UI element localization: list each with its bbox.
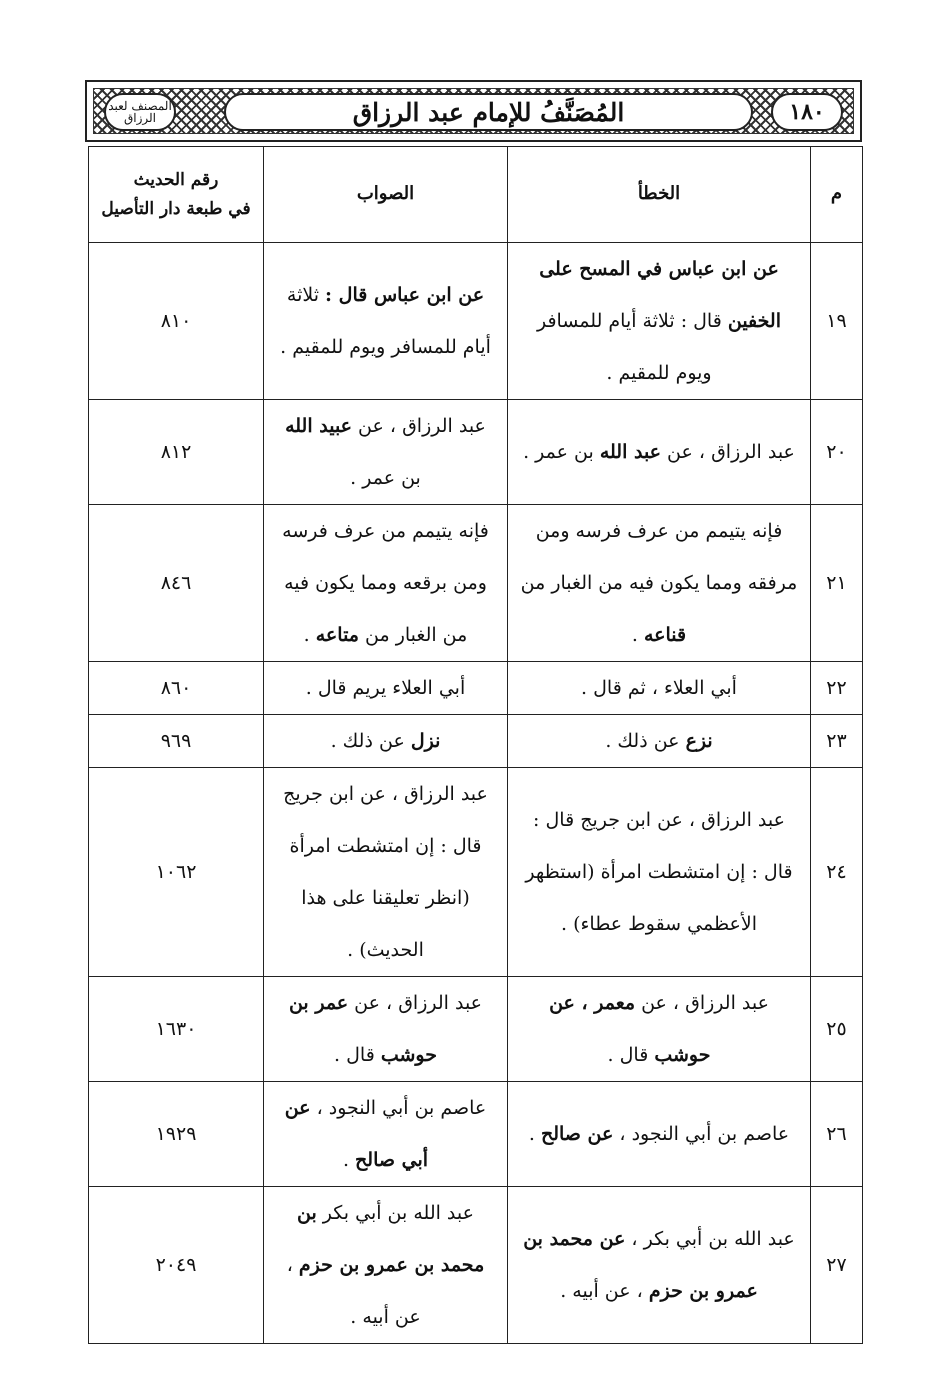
wrong-cell xyxy=(508,768,811,977)
header-ornament-pattern xyxy=(93,88,854,134)
wrong-text: قال : ثلاثة أيام للمسافر ويوم للمقيم . xyxy=(536,310,728,384)
table-row xyxy=(89,977,863,1082)
header-wrong: الخطأ xyxy=(508,147,811,243)
correct-bold: متاعه xyxy=(315,624,359,646)
row-num: ٢٠ xyxy=(811,400,863,505)
header-correct: الصواب xyxy=(264,147,508,243)
correct-text: ، عن أبيه . xyxy=(286,1254,421,1328)
header-ref-line1: رقم الحديث xyxy=(133,169,219,190)
wrong-text: عاصم بن أبي النجود ، xyxy=(613,1123,790,1145)
correct-cell xyxy=(264,1082,508,1187)
table-row xyxy=(89,243,863,400)
wrong-text: بن عمر . xyxy=(523,441,600,463)
correct-bold: نزل xyxy=(410,730,441,752)
wrong-cell xyxy=(508,243,811,400)
wrong-cell xyxy=(508,1082,811,1187)
wrong-bold: عبد الله xyxy=(599,441,662,463)
page-number-badge xyxy=(771,93,843,131)
ref-cell: ١٩٢٩ xyxy=(89,1082,264,1187)
correct-text: بن عمر . xyxy=(350,467,421,489)
correct-text: عاصم بن أبي النجود ، xyxy=(310,1097,487,1119)
wrong-text: أبي العلاء ، ثم قال . xyxy=(581,677,737,699)
wrong-text: . xyxy=(631,624,644,646)
table-row xyxy=(89,505,863,662)
header-ref-line2: في طبعة دار التأصيل xyxy=(101,198,251,219)
row-num: ٢٥ xyxy=(811,977,863,1082)
errata-table xyxy=(88,146,863,1344)
table-row xyxy=(89,768,863,977)
correct-cell xyxy=(264,1187,508,1344)
row-num: ٢٧ xyxy=(811,1187,863,1344)
wrong-bold: عن محمد بن عمرو بن حزم xyxy=(523,1228,758,1302)
correct-text: . xyxy=(342,1149,356,1171)
wrong-text: قال . xyxy=(607,1044,655,1066)
wrong-text: . xyxy=(528,1123,541,1145)
wrong-cell xyxy=(508,977,811,1082)
correct-bold: بن محمد بن عمرو بن حزم xyxy=(297,1202,485,1276)
wrong-bold: نزع xyxy=(685,730,713,752)
wrong-cell xyxy=(508,505,811,662)
wrong-bold: معمر ، عن حوشب xyxy=(549,992,711,1066)
correct-bold: عن أبي صالح xyxy=(284,1097,429,1171)
ref-cell: ١٠٦٢ xyxy=(89,768,264,977)
ref-cell: ٢٠٤٩ xyxy=(89,1187,264,1344)
header-ref xyxy=(89,147,264,243)
correct-text: عبد الرزاق ، عن ابن جريج قال : إن امتشطت امرأة (انظر تعليقنا على هذا الحديث) . xyxy=(283,783,488,961)
correct-cell xyxy=(264,505,508,662)
page-number: ١٨٠ xyxy=(789,99,825,125)
wrong-text: ، عن أبيه . xyxy=(560,1280,649,1302)
wrong-text: فإنه يتيمم من عرف فرسه ومن مرفقه ومما يكون فيه من الغبار من xyxy=(520,520,798,594)
ref-cell: ٨٦٠ xyxy=(89,662,264,715)
header-badge xyxy=(104,93,176,131)
table-row xyxy=(89,400,863,505)
wrong-text: عن ذلك . xyxy=(605,730,686,752)
row-num: ٢٢ xyxy=(811,662,863,715)
header-title-band xyxy=(224,93,753,131)
correct-text: عن ذلك . xyxy=(330,730,411,752)
header-badge-text: المصنف لعبد الرزاق xyxy=(108,99,172,125)
wrong-bold: عن صالح xyxy=(540,1123,614,1145)
correct-text: عبد الرزاق ، عن xyxy=(348,992,483,1014)
wrong-text: عبد الرزاق ، عن xyxy=(661,441,795,463)
correct-cell xyxy=(264,243,508,400)
page-title: المُصَنَّفُ للإمام عبد الرزاق xyxy=(352,97,625,127)
wrong-cell xyxy=(508,1187,811,1344)
wrong-text: عبد الله بن أبي بكر ، xyxy=(625,1228,795,1250)
ref-cell: ٩٦٩ xyxy=(89,715,264,768)
wrong-text: عبد الرزاق ، عن ابن جريج قال : قال : إن امتشطت امرأة (استظهر الأعظمي سقوط عطاء) . xyxy=(525,809,793,935)
wrong-cell xyxy=(508,715,811,768)
wrong-cell xyxy=(508,400,811,505)
row-num: ٢٣ xyxy=(811,715,863,768)
correct-text: أبي العلاء يريم قال . xyxy=(305,677,466,699)
table-row xyxy=(89,1082,863,1187)
wrong-bold: الخفين xyxy=(727,310,781,332)
row-num: ٢٤ xyxy=(811,768,863,977)
table-row xyxy=(89,715,863,768)
row-num: ١٩ xyxy=(811,243,863,400)
table-row xyxy=(89,662,863,715)
correct-cell xyxy=(264,662,508,715)
correct-text: عبد الرزاق ، عن xyxy=(352,415,486,437)
correct-cell xyxy=(264,715,508,768)
correct-text: . xyxy=(303,624,316,646)
correct-cell xyxy=(264,400,508,505)
wrong-text: عبد الرزاق ، عن xyxy=(635,992,769,1014)
correct-text: ثلاثة أيام للمسافر ويوم للمقيم . xyxy=(280,284,491,358)
correct-cell xyxy=(264,768,508,977)
ref-cell: ٨١٠ xyxy=(89,243,264,400)
row-num: ٢٦ xyxy=(811,1082,863,1187)
page-header xyxy=(85,80,862,142)
correct-text: قال . xyxy=(334,1044,381,1066)
row-num: ٢١ xyxy=(811,505,863,662)
ref-cell: ١٦٣٠ xyxy=(89,977,264,1082)
ref-cell: ٨١٢ xyxy=(89,400,264,505)
wrong-bold: عن ابن عباس في المسح على xyxy=(539,258,779,280)
correct-bold: عبيد الله xyxy=(285,415,353,437)
ref-cell: ٨٤٦ xyxy=(89,505,264,662)
wrong-cell xyxy=(508,662,811,715)
table-header-row xyxy=(89,147,863,243)
table-row xyxy=(89,1187,863,1344)
correct-text: عبد الله بن أبي بكر xyxy=(316,1202,474,1224)
header-num: م xyxy=(811,147,863,243)
wrong-bold: قناعه xyxy=(643,624,687,646)
correct-cell xyxy=(264,977,508,1082)
correct-bold: عمر بن حوشب xyxy=(288,992,437,1066)
correct-text: فإنه يتيمم من عرف فرسه ومن برقعه ومما يكون فيه من الغبار من xyxy=(282,520,489,646)
correct-bold: عن ابن عباس قال : xyxy=(325,284,485,306)
